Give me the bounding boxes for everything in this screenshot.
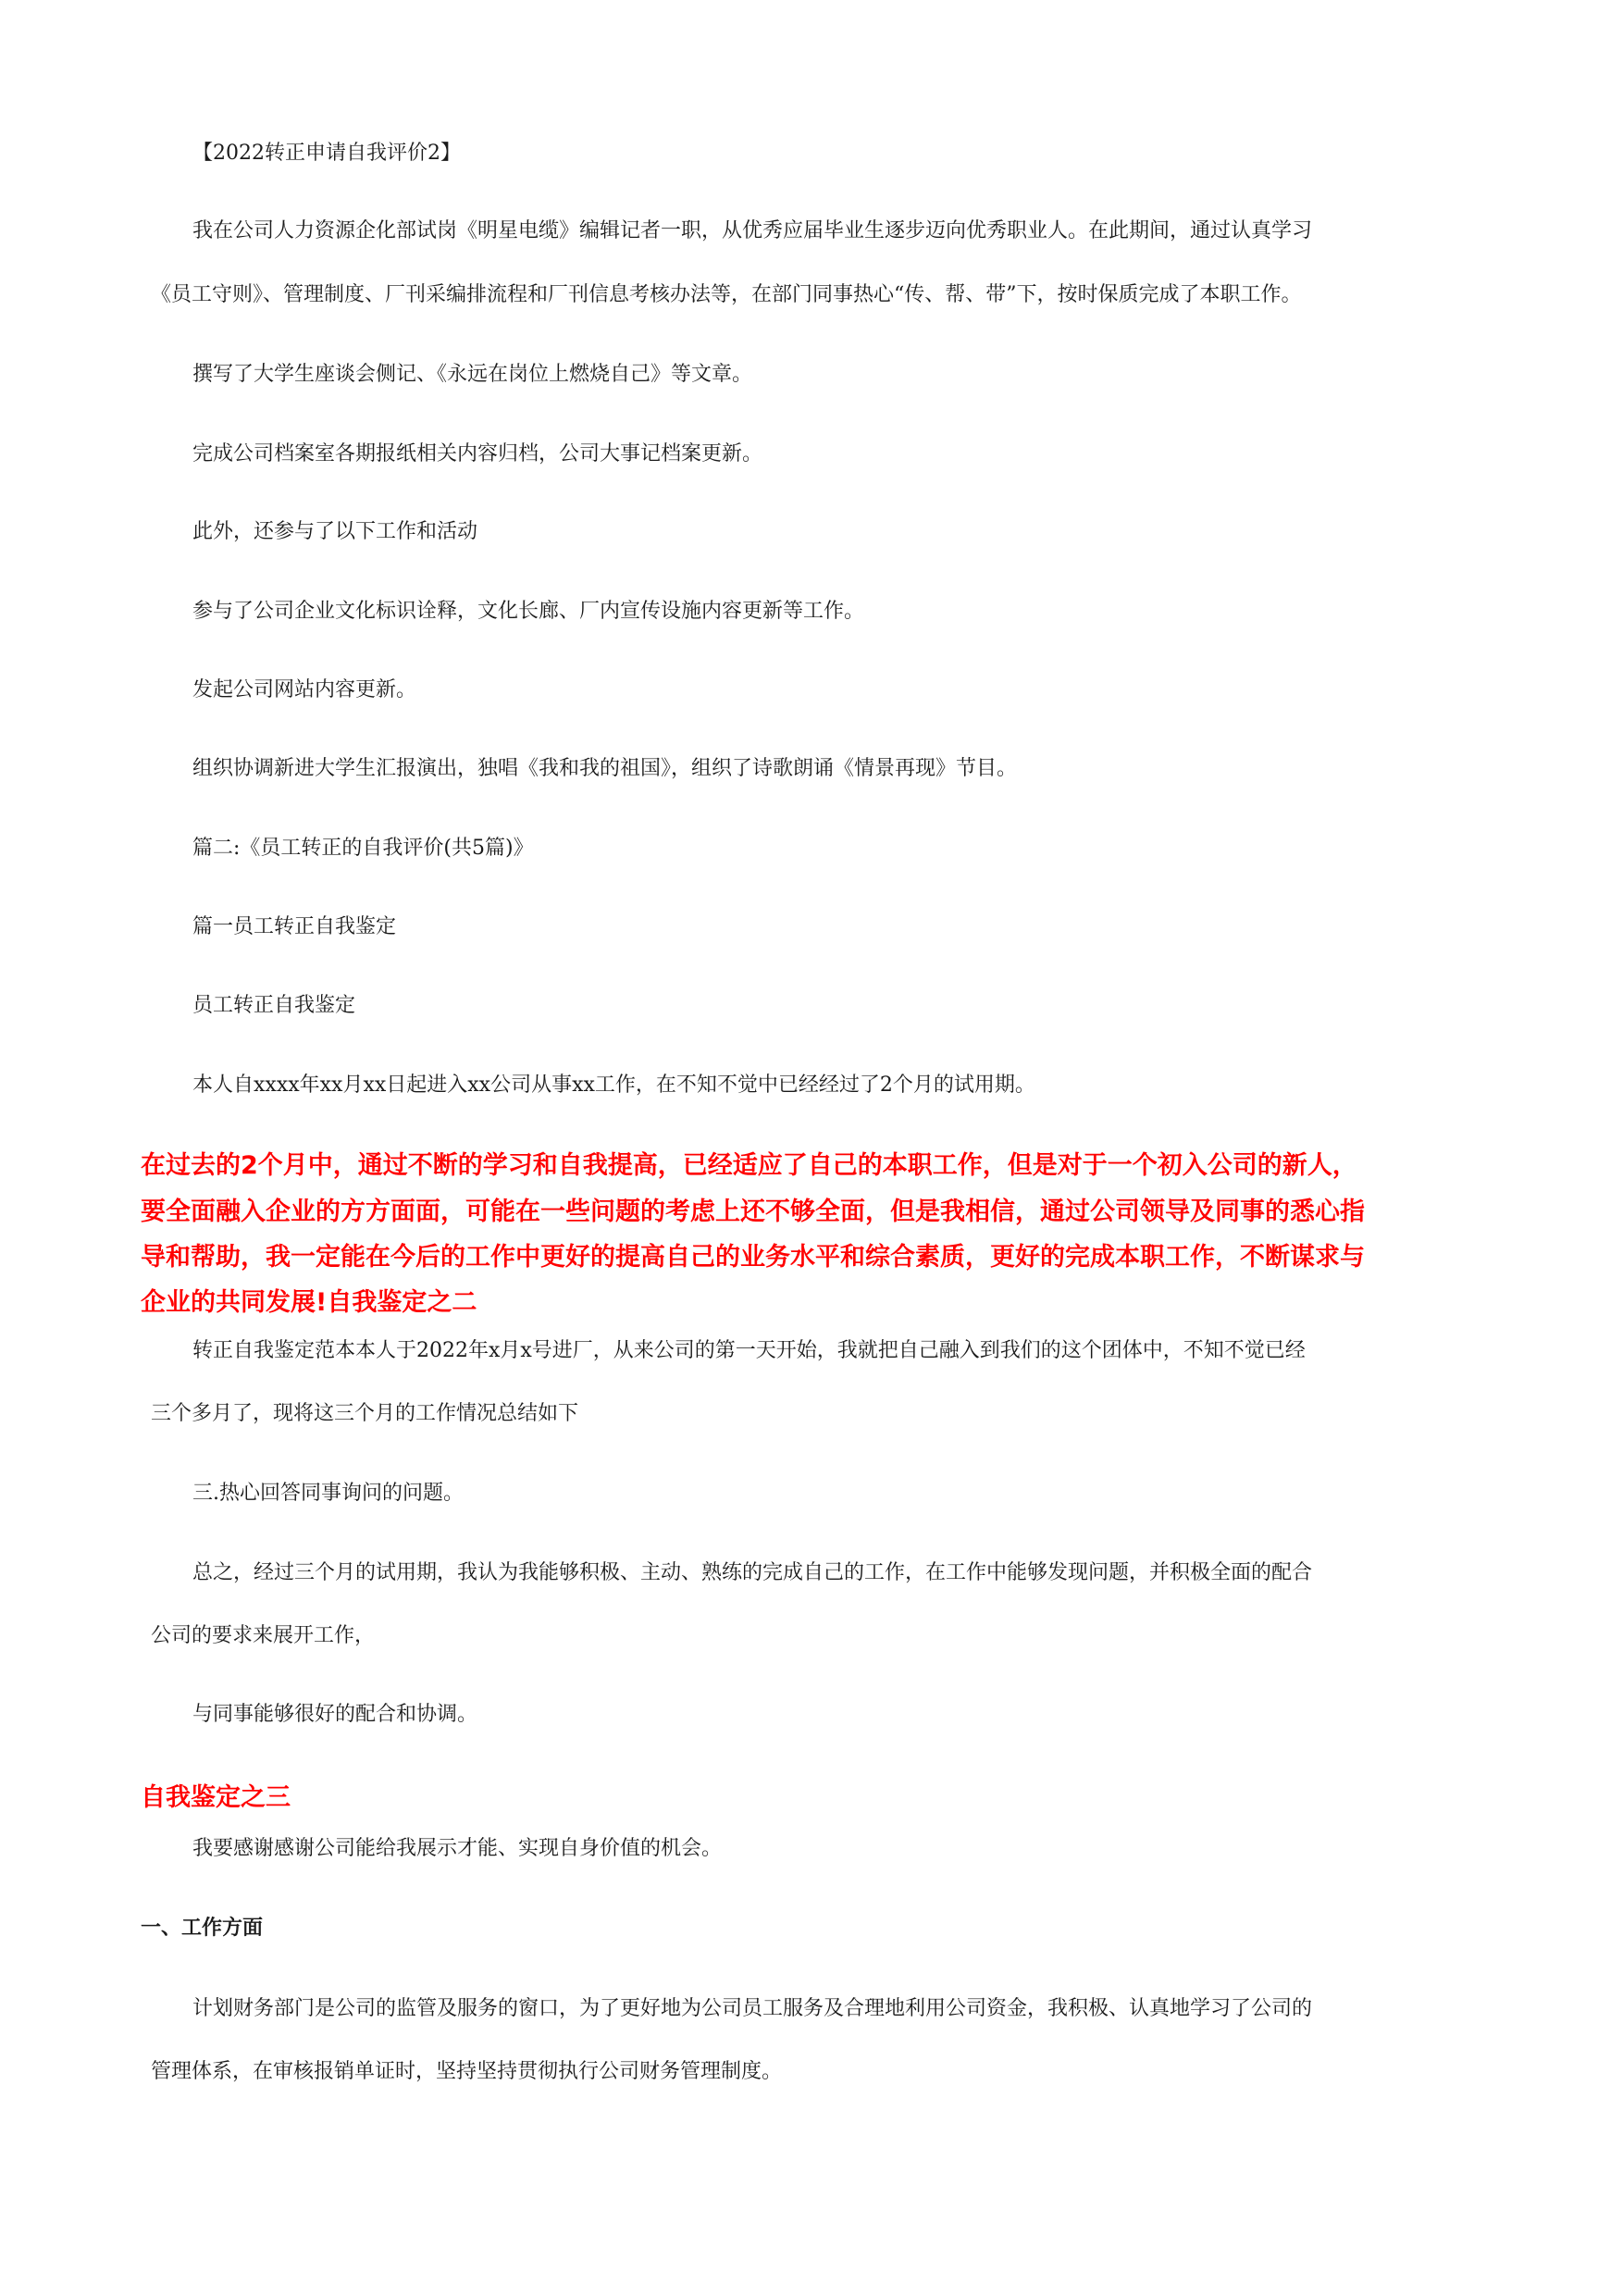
- paragraph-text: 篇二:《员工转正的自我评价(共5篇)》: [192, 837, 534, 860]
- paragraph-text: 总之，经过三个月的试用期，我认为我能够积极、主动、熟练的完成自己的工作，在工作中能够发现问题，并积极全面的配合: [192, 1561, 1313, 1584]
- paragraph-text: 我要感谢感谢公司能给我展示才能、实现自身价值的机会。: [192, 1837, 723, 1860]
- section-title: 【2022转正申请自我评价2】: [192, 142, 461, 165]
- red-text-line: 要全面融入企业的方方面面，可能在一些问题的考虑上还不够全面，但是我相信，通过公司领导及同事的悉心指: [141, 1198, 1365, 1226]
- paragraph-text: 计划财务部门是公司的监管及服务的窗口，为了更好地为公司员工服务及合理地利用公司资金，我积极、认真地学习了公司的: [192, 1997, 1313, 2020]
- paragraph-text: 发起公司网站内容更新。: [192, 678, 417, 701]
- red-text-line: 企业的共同发展!自我鉴定之二: [141, 1288, 477, 1317]
- paragraph-text: 参与了公司企业文化标识诠释，文化长廊、厂内宣传设施内容更新等工作。: [192, 600, 865, 623]
- paragraph-text: 转正自我鉴定范本本人于2022年x月x号进厂，从来公司的第一天开始，我就把自己融入到我们的这个团体中，不知不觉已经: [192, 1339, 1306, 1362]
- paragraph-text: 组织协调新进大学生汇报演出，独唱《我和我的祖国》，组织了诗歌朗诵《情景再现》节目。: [192, 757, 1018, 780]
- red-text-line: 在过去的2个月中，通过不断的学习和自我提高，已经适应了自己的本职工作，但是对于一个初入公司的新人，: [141, 1151, 1357, 1180]
- work-section-heading: 一、工作方面: [141, 1917, 264, 1940]
- paragraph-text: 管理体系，在审核报销单证时，坚持坚持贯彻执行公司财务管理制度。: [151, 2060, 783, 2083]
- paragraph-text: 与同事能够很好的配合和协调。: [192, 1703, 478, 1726]
- paragraph-text: 公司的要求来展开工作，: [151, 1624, 376, 1647]
- paragraph-text: 三.热心回答同事询问的问题。: [192, 1482, 464, 1505]
- paragraph-text: 此外，还参与了以下工作和活动: [192, 520, 478, 543]
- paragraph-text: 员工转正自我鉴定: [192, 994, 356, 1017]
- paragraph-text: 三个多月了，现将这三个月的工作情况总结如下: [151, 1402, 579, 1425]
- paragraph-text: 篇一员工转正自我鉴定: [192, 915, 397, 938]
- paragraph-text: 我在公司人力资源企化部试岗《明星电缆》编辑记者一职，从优秀应届毕业生逐步迈向优秀职业人。在此期间，通过认真学习: [192, 219, 1313, 242]
- red-heading: 自我鉴定之三: [141, 1783, 291, 1812]
- paragraph-text: 完成公司档案室各期报纸相关内容归档，公司大事记档案更新。: [192, 442, 763, 465]
- red-text-line: 导和帮助，我一定能在今后的工作中更好的提高自己的业务水平和综合素质，更好的完成本职工作，不断谋求与: [141, 1243, 1365, 1272]
- paragraph-text: 本人自xxxx年xx月xx日起进入xx公司从事xx工作，在不知不觉中已经经过了2个月的试用期。: [192, 1074, 1035, 1097]
- paragraph-text: 撰写了大学生座谈会侧记、《永远在岗位上燃烧自己》等文章。: [192, 363, 753, 386]
- paragraph-text: 《员工守则》、管理制度、厂刊采编排流程和厂刊信息考核办法等，在部门同事热心“传、帮、带”下，按时保质完成了本职工作。: [151, 283, 1302, 306]
